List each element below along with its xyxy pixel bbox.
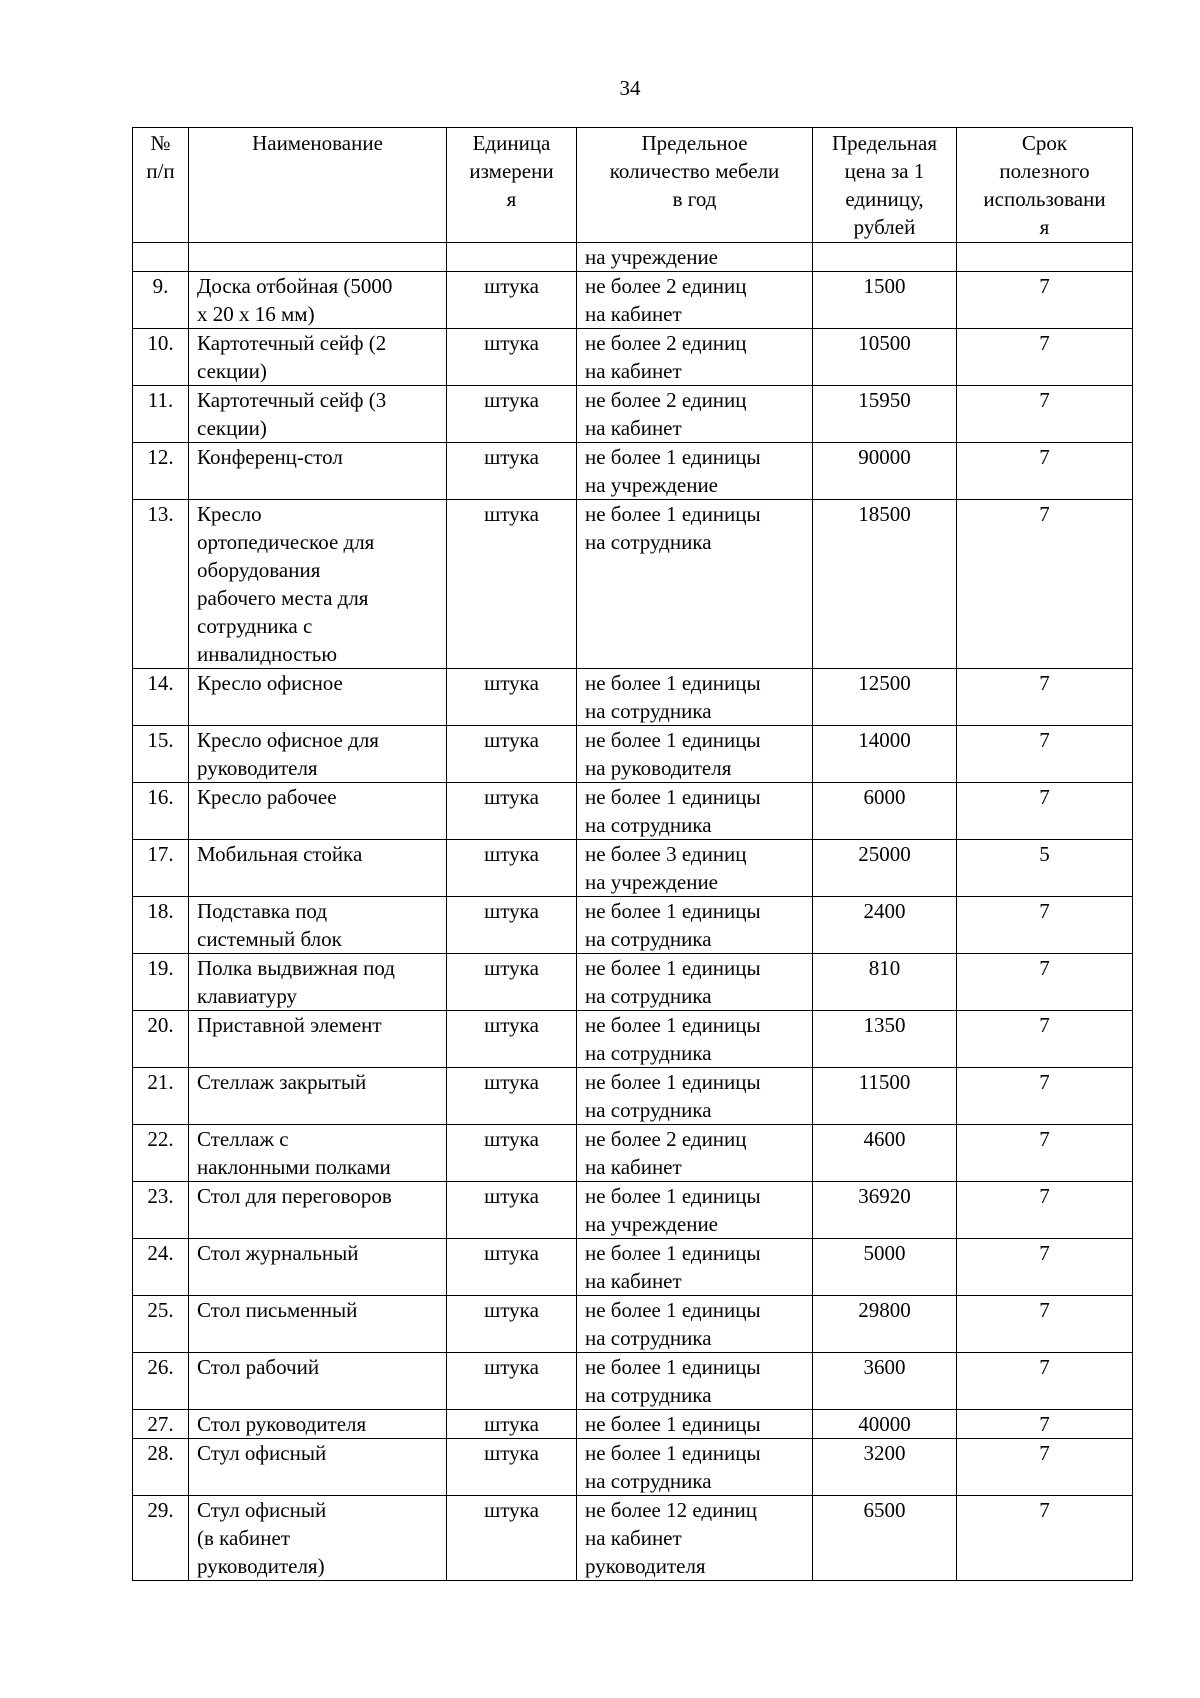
service-life	[957, 243, 1133, 272]
price-limit: 1500	[813, 272, 957, 329]
item-name: Кресло рабочее	[189, 783, 447, 840]
price-limit: 18500	[813, 500, 957, 669]
unit-of-measure: штука	[447, 1125, 577, 1182]
table-row	[133, 443, 1133, 500]
item-name: Конференц-стол	[189, 443, 447, 500]
unit-of-measure: штука	[447, 669, 577, 726]
table-row	[133, 386, 1133, 443]
row-number: 16.	[133, 783, 189, 840]
price-limit: 10500	[813, 329, 957, 386]
item-name: Кресло офисное для руководителя	[189, 726, 447, 783]
service-life: 7	[957, 1410, 1133, 1439]
table-row	[133, 1496, 1133, 1581]
unit-of-measure: штука	[447, 897, 577, 954]
row-number: 17.	[133, 840, 189, 897]
price-limit: 4600	[813, 1125, 957, 1182]
unit-of-measure: штука	[447, 1410, 577, 1439]
quantity-limit: не более 1 единицы на сотрудника	[577, 897, 813, 954]
price-limit	[813, 243, 957, 272]
service-life: 7	[957, 783, 1133, 840]
service-life: 7	[957, 386, 1133, 443]
service-life: 7	[957, 1353, 1133, 1410]
unit-of-measure: штука	[447, 726, 577, 783]
table-row	[133, 1239, 1133, 1296]
price-limit: 90000	[813, 443, 957, 500]
price-limit: 3200	[813, 1439, 957, 1496]
table-row	[133, 1182, 1133, 1239]
item-name: Кресло офисное	[189, 669, 447, 726]
header-price: Предельная цена за 1 единицу, рублей	[813, 128, 957, 243]
price-limit: 29800	[813, 1296, 957, 1353]
quantity-limit: не более 1 единицы на сотрудника	[577, 500, 813, 669]
quantity-limit: не более 1 единицы на сотрудника	[577, 1439, 813, 1496]
header-row	[133, 128, 1133, 243]
price-limit: 810	[813, 954, 957, 1011]
row-number: 14.	[133, 669, 189, 726]
unit-of-measure: штука	[447, 1239, 577, 1296]
service-life: 7	[957, 1296, 1133, 1353]
unit-of-measure: штука	[447, 1296, 577, 1353]
table-row	[133, 669, 1133, 726]
row-number: 13.	[133, 500, 189, 669]
service-life: 7	[957, 897, 1133, 954]
quantity-limit: не более 12 единиц на кабинет руководителя	[577, 1496, 813, 1581]
price-limit: 6500	[813, 1496, 957, 1581]
service-life: 5	[957, 840, 1133, 897]
unit-of-measure: штука	[447, 1353, 577, 1410]
item-name: Стол руководителя	[189, 1410, 447, 1439]
service-life: 7	[957, 500, 1133, 669]
quantity-limit: не более 1 единицы на сотрудника	[577, 1068, 813, 1125]
table-row	[133, 954, 1133, 1011]
unit-of-measure: штука	[447, 1182, 577, 1239]
service-life: 7	[957, 1496, 1133, 1581]
table-row	[133, 1011, 1133, 1068]
row-number: 25.	[133, 1296, 189, 1353]
row-number: 28.	[133, 1439, 189, 1496]
table-row	[133, 243, 1133, 272]
row-number: 18.	[133, 897, 189, 954]
row-number: 29.	[133, 1496, 189, 1581]
table-row	[133, 272, 1133, 329]
quantity-limit: не более 1 единицы на сотрудника	[577, 1296, 813, 1353]
item-name: Картотечный сейф (3 секции)	[189, 386, 447, 443]
quantity-limit: не более 1 единицы на сотрудника	[577, 669, 813, 726]
quantity-limit: не более 2 единиц на кабинет	[577, 329, 813, 386]
item-name	[189, 243, 447, 272]
header-name: Наименование	[189, 128, 447, 243]
item-name: Приставной элемент	[189, 1011, 447, 1068]
service-life: 7	[957, 726, 1133, 783]
unit-of-measure: штука	[447, 840, 577, 897]
item-name: Стол для переговоров	[189, 1182, 447, 1239]
service-life: 7	[957, 669, 1133, 726]
service-life: 7	[957, 1068, 1133, 1125]
row-number: 26.	[133, 1353, 189, 1410]
header-unit: Единица измерени я	[447, 128, 577, 243]
quantity-limit: не более 1 единицы на сотрудника	[577, 1353, 813, 1410]
price-limit: 11500	[813, 1068, 957, 1125]
item-name: Картотечный сейф (2 секции)	[189, 329, 447, 386]
quantity-limit: не более 1 единицы на сотрудника	[577, 954, 813, 1011]
unit-of-measure: штука	[447, 500, 577, 669]
quantity-limit: не более 1 единицы на учреждение	[577, 443, 813, 500]
service-life: 7	[957, 443, 1133, 500]
table-body	[133, 243, 1133, 1581]
unit-of-measure: штука	[447, 1068, 577, 1125]
price-limit: 40000	[813, 1410, 957, 1439]
header-quantity: Предельное количество мебели в год	[577, 128, 813, 243]
quantity-limit: не более 2 единиц на кабинет	[577, 386, 813, 443]
row-number: 19.	[133, 954, 189, 1011]
price-limit: 25000	[813, 840, 957, 897]
row-number: 24.	[133, 1239, 189, 1296]
row-number: 12.	[133, 443, 189, 500]
service-life: 7	[957, 1439, 1133, 1496]
unit-of-measure: штука	[447, 443, 577, 500]
unit-of-measure: штука	[447, 272, 577, 329]
unit-of-measure: штука	[447, 783, 577, 840]
row-number: 11.	[133, 386, 189, 443]
table-row	[133, 1410, 1133, 1439]
quantity-limit: не более 1 единицы на кабинет	[577, 1239, 813, 1296]
unit-of-measure: штука	[447, 329, 577, 386]
row-number: 10.	[133, 329, 189, 386]
price-limit: 15950	[813, 386, 957, 443]
price-limit: 12500	[813, 669, 957, 726]
unit-of-measure: штука	[447, 954, 577, 1011]
quantity-limit: не более 2 единиц на кабинет	[577, 1125, 813, 1182]
unit-of-measure: штука	[447, 1011, 577, 1068]
quantity-limit: не более 2 единиц на кабинет	[577, 272, 813, 329]
quantity-limit: не более 1 единицы на руководителя	[577, 726, 813, 783]
unit-of-measure	[447, 243, 577, 272]
row-number: 15.	[133, 726, 189, 783]
row-number: 23.	[133, 1182, 189, 1239]
unit-of-measure: штука	[447, 386, 577, 443]
price-limit: 2400	[813, 897, 957, 954]
quantity-limit: не более 1 единицы на учреждение	[577, 1182, 813, 1239]
service-life: 7	[957, 954, 1133, 1011]
service-life: 7	[957, 1239, 1133, 1296]
item-name: Стул офисный	[189, 1439, 447, 1496]
price-limit: 6000	[813, 783, 957, 840]
table-row	[133, 840, 1133, 897]
service-life: 7	[957, 272, 1133, 329]
quantity-limit: не более 1 единицы на сотрудника	[577, 783, 813, 840]
item-name: Полка выдвижная под клавиатуру	[189, 954, 447, 1011]
service-life: 7	[957, 1125, 1133, 1182]
item-name: Стол журнальный	[189, 1239, 447, 1296]
item-name: Кресло ортопедическое для оборудования рабочего места для сотрудника с инвалидностью	[189, 500, 447, 669]
quantity-limit: не более 3 единиц на учреждение	[577, 840, 813, 897]
price-limit: 3600	[813, 1353, 957, 1410]
table-row	[133, 1353, 1133, 1410]
item-name: Стол рабочий	[189, 1353, 447, 1410]
price-limit: 1350	[813, 1011, 957, 1068]
table-row	[133, 783, 1133, 840]
item-name: Стеллаж закрытый	[189, 1068, 447, 1125]
table-row	[133, 726, 1133, 783]
row-number: 27.	[133, 1410, 189, 1439]
header-number: № п/п	[133, 128, 189, 243]
page-number: 34	[619, 76, 641, 100]
quantity-limit: на учреждение	[577, 243, 813, 272]
price-limit: 5000	[813, 1239, 957, 1296]
table-row	[133, 897, 1133, 954]
row-number	[133, 243, 189, 272]
quantity-limit: не более 1 единицы	[577, 1410, 813, 1439]
table-row	[133, 1439, 1133, 1496]
row-number: 21.	[133, 1068, 189, 1125]
table-row	[133, 1296, 1133, 1353]
header-service-life: Срок полезного использовани я	[957, 128, 1133, 243]
item-name: Стул офисный (в кабинет руководителя)	[189, 1496, 447, 1581]
price-limit: 14000	[813, 726, 957, 783]
price-limit: 36920	[813, 1182, 957, 1239]
service-life: 7	[957, 1011, 1133, 1068]
table-row	[133, 1068, 1133, 1125]
service-life: 7	[957, 329, 1133, 386]
item-name: Мобильная стойка	[189, 840, 447, 897]
item-name: Подставка под системный блок	[189, 897, 447, 954]
table-row	[133, 1125, 1133, 1182]
unit-of-measure: штука	[447, 1496, 577, 1581]
item-name: Стеллаж с наклонными полками	[189, 1125, 447, 1182]
row-number: 22.	[133, 1125, 189, 1182]
row-number: 20.	[133, 1011, 189, 1068]
item-name: Доска отбойная (5000 х 20 х 16 мм)	[189, 272, 447, 329]
quantity-limit: не более 1 единицы на сотрудника	[577, 1011, 813, 1068]
table-row	[133, 329, 1133, 386]
item-name: Стол письменный	[189, 1296, 447, 1353]
service-life: 7	[957, 1182, 1133, 1239]
furniture-norms-table	[132, 127, 1133, 1581]
unit-of-measure: штука	[447, 1439, 577, 1496]
table-row	[133, 500, 1133, 669]
row-number: 9.	[133, 272, 189, 329]
